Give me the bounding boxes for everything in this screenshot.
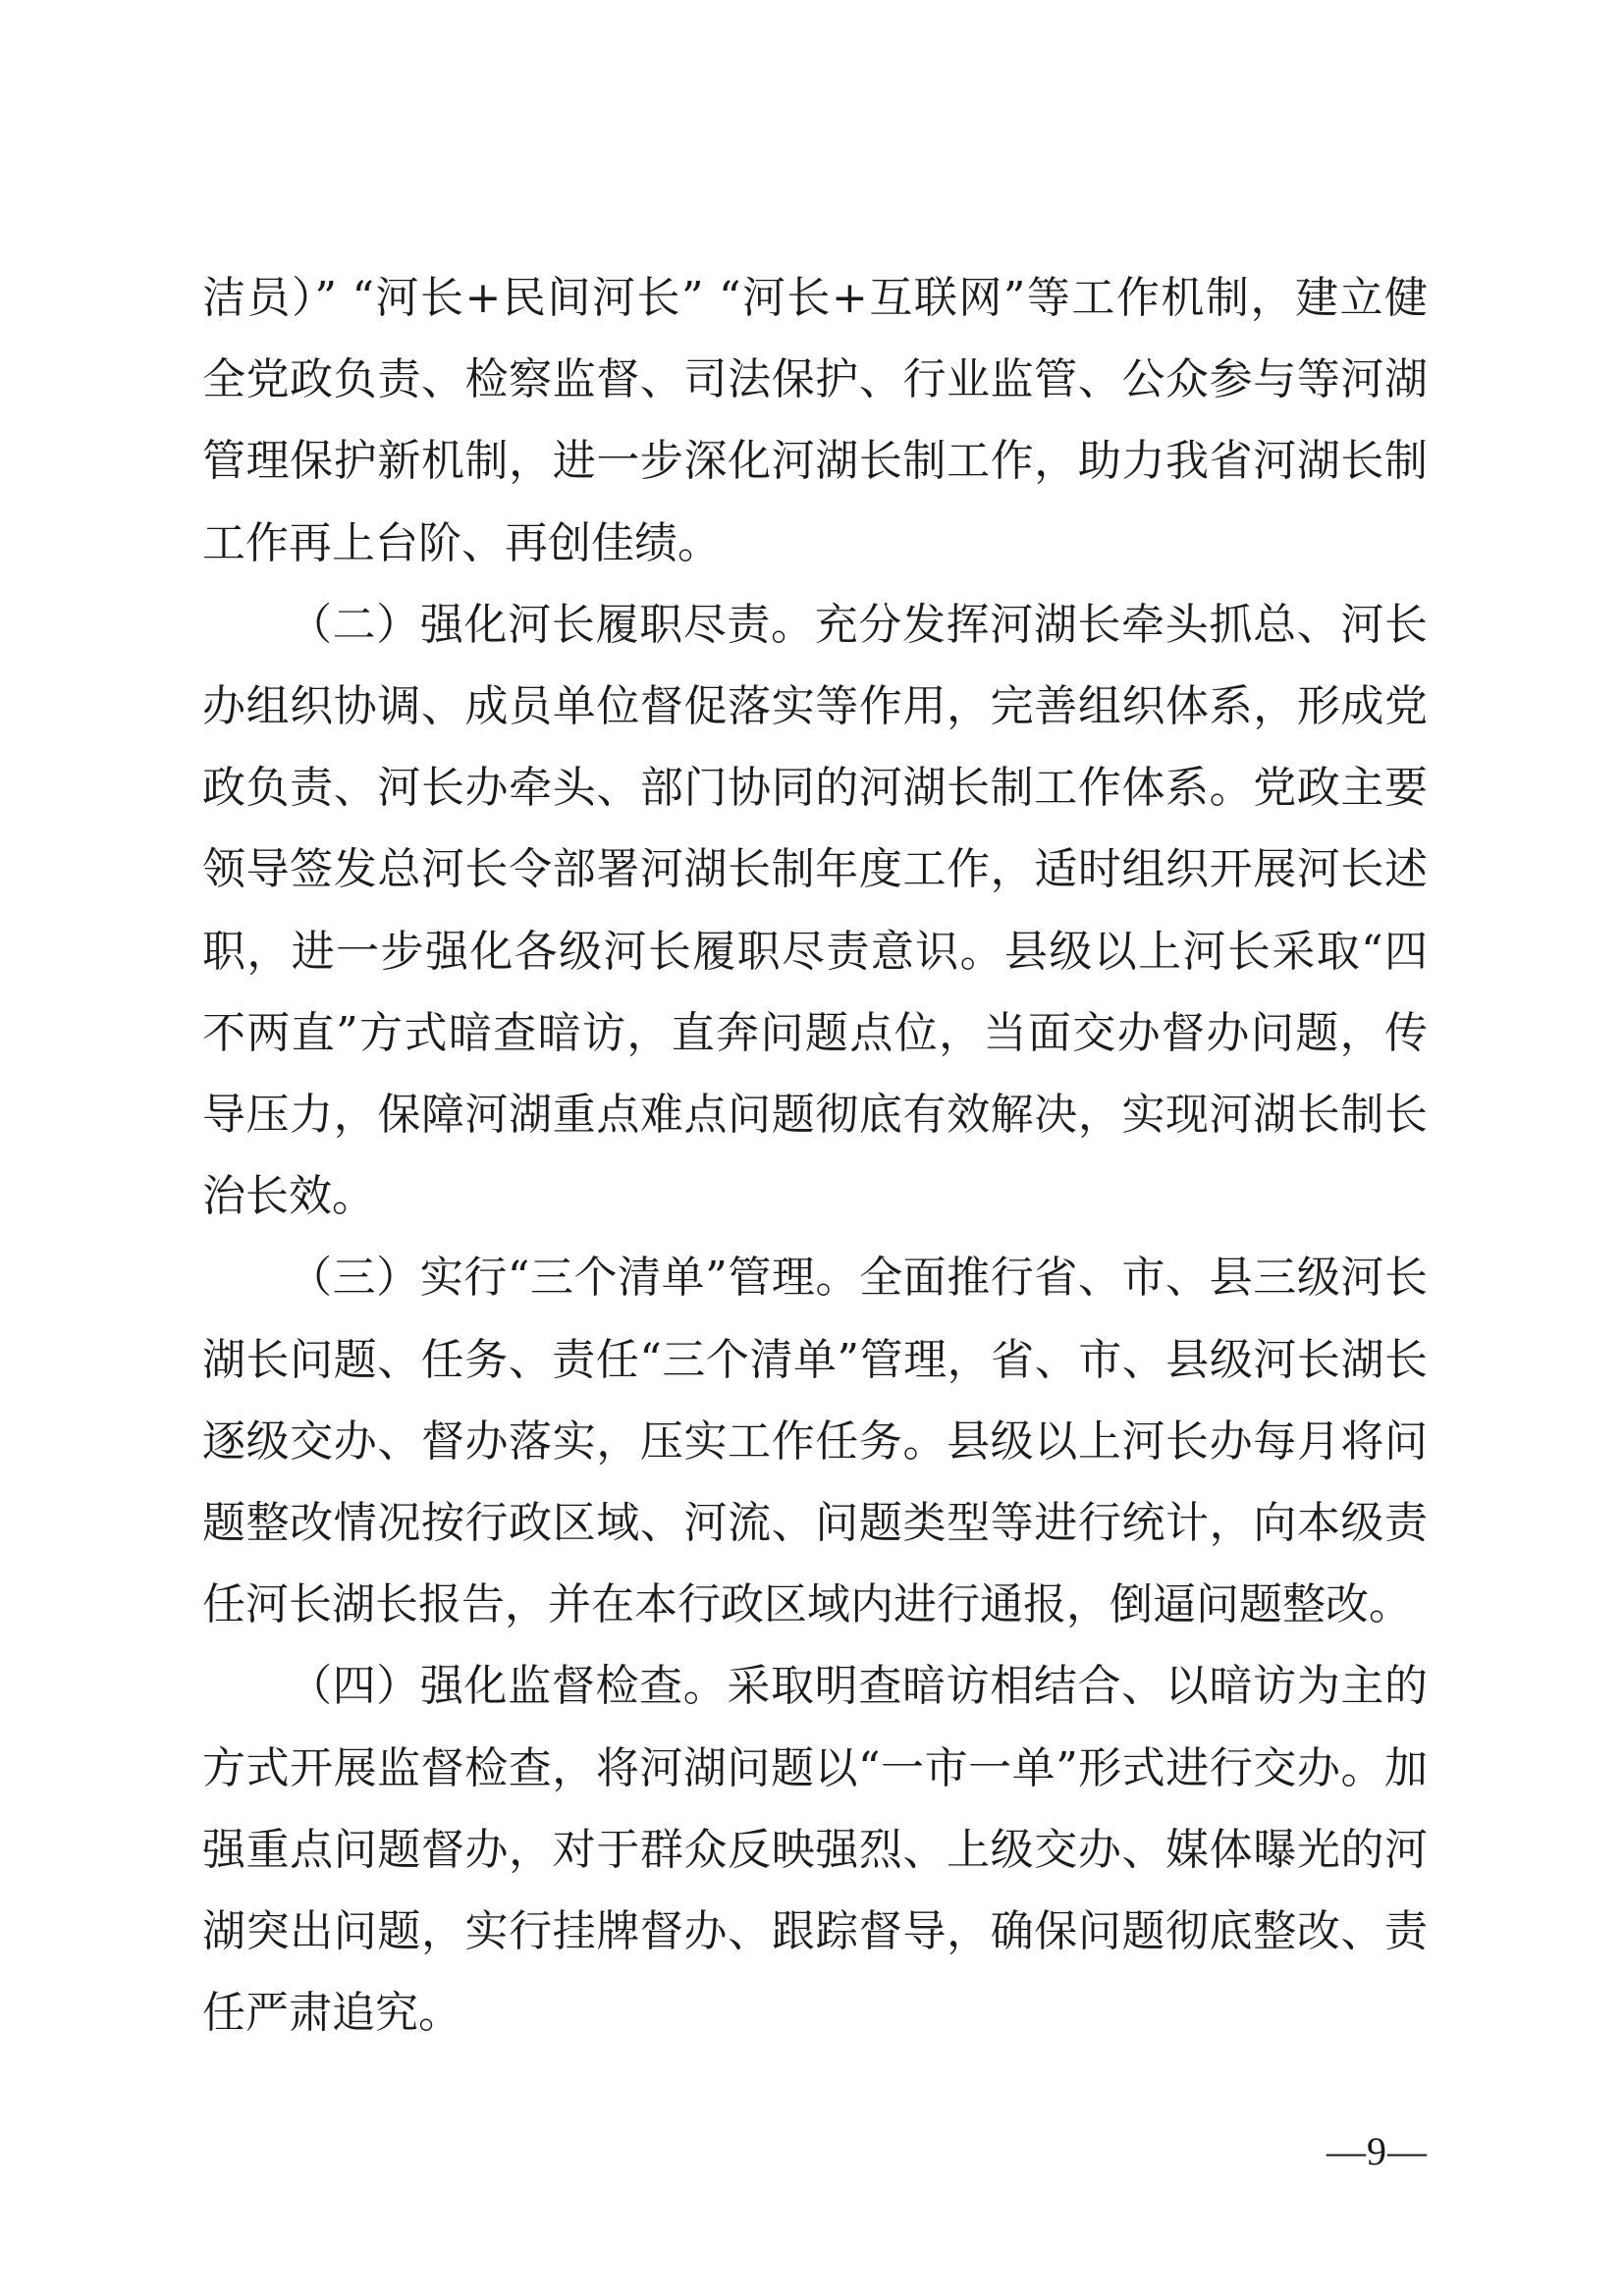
document-body — [202, 257, 1428, 2054]
paragraph-section-2: （二）强化河长履职尽责。充分发挥河湖长牵头抓总、河长办组织协调、成员单位督促落实等作用，完善组织体系，形成党政负责、河长办牵头、部门协同的河湖长制工作体系。党政主要领导签发总河长令部署河湖长制年度工作，适时组织开展河长述职，进一步强化各级河长履职尽责意识。县级以上河长采取“四不两直”方式暗查暗访，直奔问题点位，当面交办督办问题，传导压力，保障河湖重点难点问题彻底有效解决，实现河湖长制长治长效。 — [202, 599, 1428, 1222]
paragraph-continuation: 洁员）” “河长+民间河长” “河长+互联网”等工作机制，建立健全党政负责、检察监督、司法保护、行业监管、公众参与等河湖管理保护新机制，进一步深化河湖长制工作，助力我省河湖长制工作再上台阶、再创佳绩。 — [202, 273, 1428, 568]
paragraph-section-3: （三）实行“三个清单”管理。全面推行省、市、县三级河长湖长问题、任务、责任“三个清单”管理，省、市、县级河长湖长逐级交办、督办落实，压实工作任务。县级以上河长办每月将问题整改情况按行政区域、河流、问题类型等进行统计，向本级责任河长湖长报告，并在本行政区域内进行通报，倒逼问题整改。 — [202, 1253, 1428, 1630]
paragraph-section-4: （四）强化监督检查。采取明查暗访相结合、以暗访为主的方式开展监督检查，将河湖问题以“一市一单”形式进行交办。加强重点问题督办，对于群众反映强烈、上级交办、媒体曝光的河湖突出问题，实行挂牌督办、跟踪督导，确保问题彻底整改、责任严肃追究。 — [202, 1661, 1428, 2039]
page-number: —9— — [1326, 2129, 1428, 2173]
